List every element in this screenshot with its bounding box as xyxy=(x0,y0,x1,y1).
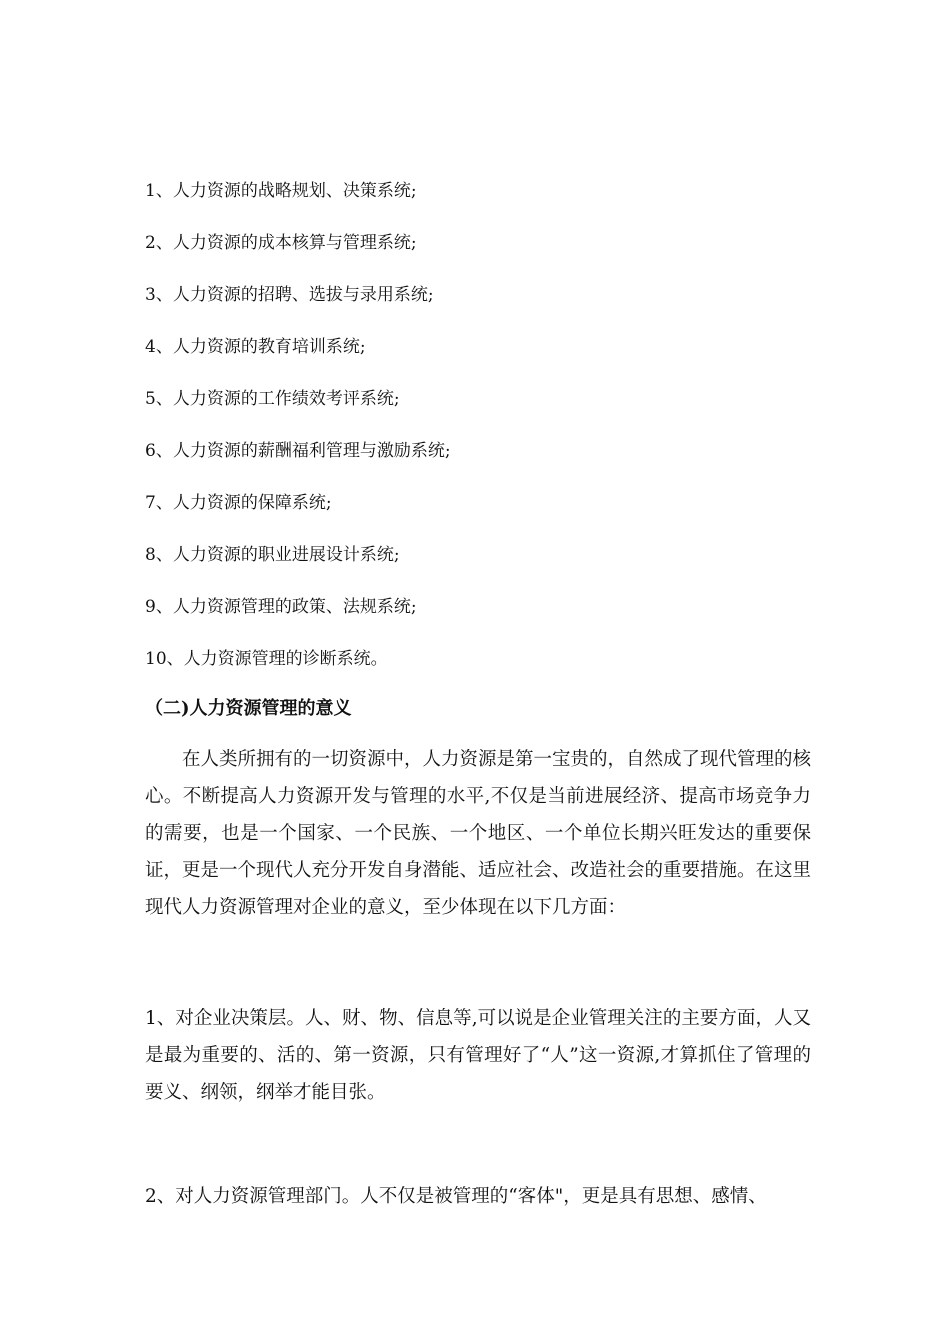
paragraph-significance: 在人类所拥有的一切资源中，人力资源是第一宝贵的，自然成了现代管理的核心。不断提高人力资源开发与管理的水平,不仅是当前进展经济、提高市场竞争力的需要，也是一个国家、一个民族、一个地区、一个单位长期兴旺发达的重要保证，更是一个现代人充分开发自身潜能、适应社会、改造社会的重要措施。在这里现代人力资源管理对企业的意义，至少体现在以下几方面： xyxy=(145,749,812,918)
list-item-4: 4、人力资源的教育培训系统; xyxy=(145,337,366,357)
section-heading: （二)人力资源管理的意义 xyxy=(145,698,352,719)
list-item-6: 6、人力资源的薪酬福利管理与激励系统; xyxy=(145,441,451,461)
list-item-3: 3、人力资源的招聘、选拔与录用系统; xyxy=(145,285,434,305)
paragraph-hr-department: 2、对人力资源管理部门。人不仅是被管理的“客体"，更是具有思想、感情、 xyxy=(145,1186,767,1207)
paragraph-decision-layer: 1、对企业决策层。人、财、物、信息等,可以说是企业管理关注的主要方面，人又是最为重要的、活的、第一资源，只有管理好了“人”这一资源,才算抓住了管理的要义、纲领，纲举才能目张。 xyxy=(145,1008,811,1103)
list-item-8: 8、人力资源的职业进展设计系统; xyxy=(145,545,400,565)
list-item-7: 7、人力资源的保障系统; xyxy=(145,493,332,513)
list-item-1: 1、人力资源的战略规划、决策系统; xyxy=(145,181,417,201)
list-item-5: 5、人力资源的工作绩效考评系统; xyxy=(145,389,400,409)
list-item-2: 2、人力资源的成本核算与管理系统; xyxy=(145,233,417,253)
list-item-10: 10、人力资源管理的诊断系统。 xyxy=(145,649,388,669)
list-item-9: 9、人力资源管理的政策、法规系统; xyxy=(145,597,417,617)
